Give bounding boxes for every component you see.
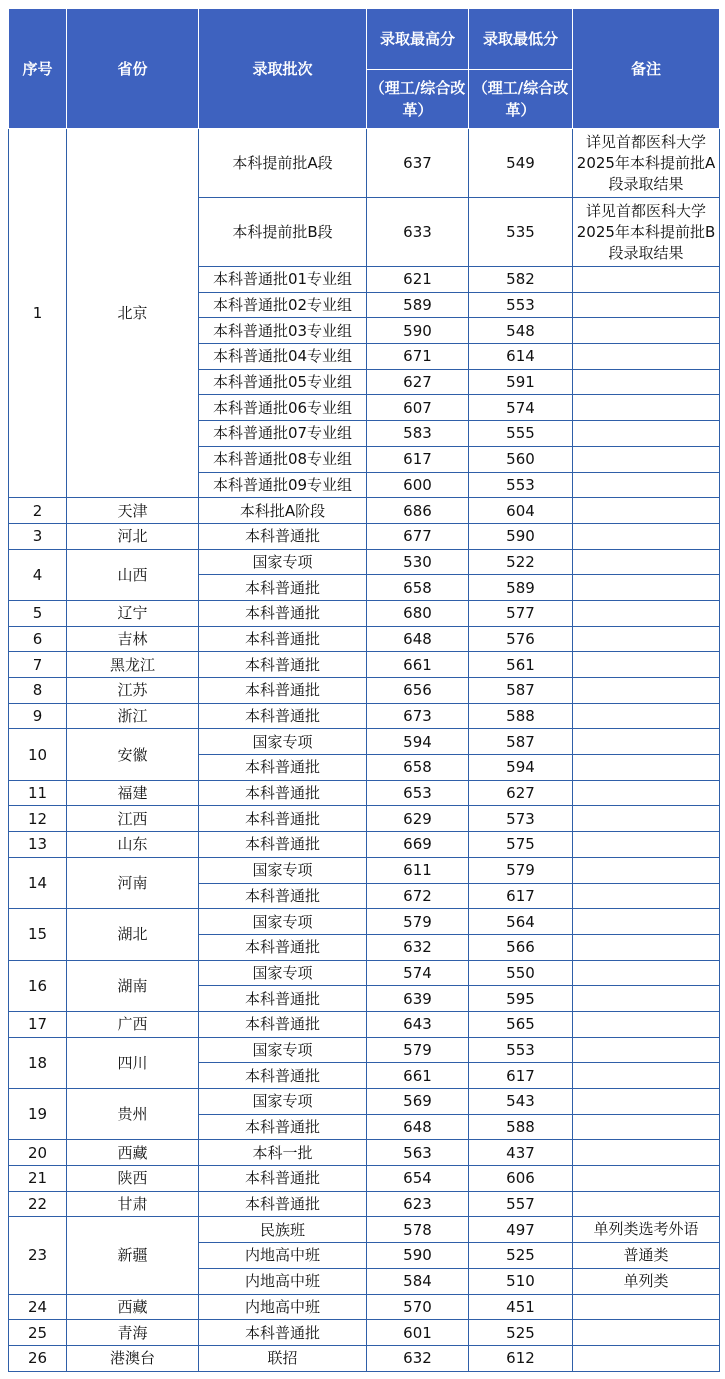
cell-max-score: 578 <box>367 1217 469 1243</box>
cell-max-score: 661 <box>367 1063 469 1089</box>
cell-batch: 国家专项 <box>199 549 367 575</box>
cell-note <box>573 986 720 1012</box>
cell-note: 普通类 <box>573 1243 720 1269</box>
cell-batch: 内地高中班 <box>199 1294 367 1320</box>
header-max-subtitle: （理工/综合改革） <box>367 70 469 129</box>
cell-seq: 20 <box>9 1140 67 1166</box>
cell-seq: 19 <box>9 1089 67 1140</box>
cell-min-score: 604 <box>469 498 573 524</box>
cell-max-score: 673 <box>367 703 469 729</box>
cell-batch: 本科提前批B段 <box>199 198 367 267</box>
header-seq: 序号 <box>9 9 67 129</box>
cell-min-score: 565 <box>469 1011 573 1037</box>
cell-max-score: 677 <box>367 523 469 549</box>
cell-max-score: 563 <box>367 1140 469 1166</box>
cell-max-score: 653 <box>367 780 469 806</box>
cell-min-score: 587 <box>469 678 573 704</box>
cell-note <box>573 780 720 806</box>
cell-batch: 本科普通批 <box>199 626 367 652</box>
cell-min-score: 553 <box>469 292 573 318</box>
cell-note <box>573 369 720 395</box>
cell-max-score: 629 <box>367 806 469 832</box>
cell-min-score: 561 <box>469 652 573 678</box>
cell-province: 山东 <box>67 832 199 858</box>
cell-note <box>573 1037 720 1063</box>
cell-min-score: 549 <box>469 129 573 198</box>
cell-batch: 本科普通批 <box>199 1063 367 1089</box>
cell-province: 西藏 <box>67 1294 199 1320</box>
cell-note <box>573 575 720 601</box>
cell-batch: 本科普通批06专业组 <box>199 395 367 421</box>
cell-max-score: 648 <box>367 626 469 652</box>
cell-max-score: 648 <box>367 1114 469 1140</box>
cell-min-score: 553 <box>469 472 573 498</box>
cell-batch: 本科普通批 <box>199 934 367 960</box>
cell-batch: 本科普通批 <box>199 652 367 678</box>
cell-max-score: 680 <box>367 600 469 626</box>
cell-seq: 4 <box>9 549 67 600</box>
table-row <box>9 498 720 524</box>
cell-note <box>573 523 720 549</box>
cell-min-score: 543 <box>469 1089 573 1115</box>
cell-max-score: 656 <box>367 678 469 704</box>
cell-max-score: 671 <box>367 344 469 370</box>
cell-min-score: 588 <box>469 1114 573 1140</box>
cell-note <box>573 1011 720 1037</box>
cell-batch: 国家专项 <box>199 960 367 986</box>
cell-max-score: 623 <box>367 1191 469 1217</box>
cell-min-score: 560 <box>469 446 573 472</box>
table-row <box>9 909 720 935</box>
cell-seq: 16 <box>9 960 67 1011</box>
cell-min-score: 557 <box>469 1191 573 1217</box>
cell-max-score: 672 <box>367 883 469 909</box>
cell-min-score: 612 <box>469 1345 573 1371</box>
cell-max-score: 574 <box>367 960 469 986</box>
cell-note <box>573 832 720 858</box>
cell-min-score: 525 <box>469 1243 573 1269</box>
cell-note <box>573 344 720 370</box>
cell-province: 湖北 <box>67 909 199 960</box>
cell-batch: 本科普通批 <box>199 1011 367 1037</box>
cell-province: 湖南 <box>67 960 199 1011</box>
cell-note <box>573 472 720 498</box>
cell-max-score: 579 <box>367 909 469 935</box>
cell-seq: 18 <box>9 1037 67 1088</box>
cell-batch: 本科普通批 <box>199 883 367 909</box>
cell-max-score: 654 <box>367 1166 469 1192</box>
cell-max-score: 617 <box>367 446 469 472</box>
cell-min-score: 522 <box>469 549 573 575</box>
cell-note <box>573 1089 720 1115</box>
cell-min-score: 582 <box>469 267 573 293</box>
header-min-subtitle: （理工/综合改革） <box>469 70 573 129</box>
cell-batch: 本科普通批07专业组 <box>199 421 367 447</box>
cell-seq: 25 <box>9 1320 67 1346</box>
cell-max-score: 632 <box>367 1345 469 1371</box>
cell-province: 四川 <box>67 1037 199 1088</box>
table-row <box>9 1345 720 1371</box>
table-row <box>9 523 720 549</box>
cell-seq: 13 <box>9 832 67 858</box>
cell-batch: 联招 <box>199 1345 367 1371</box>
table-body <box>9 129 720 1372</box>
header-note: 备注 <box>573 9 720 129</box>
cell-max-score: 594 <box>367 729 469 755</box>
cell-max-score: 600 <box>367 472 469 498</box>
cell-note <box>573 1166 720 1192</box>
cell-max-score: 637 <box>367 129 469 198</box>
cell-province: 江西 <box>67 806 199 832</box>
cell-note <box>573 549 720 575</box>
cell-batch: 本科普通批 <box>199 678 367 704</box>
table-row <box>9 857 720 883</box>
cell-note <box>573 1294 720 1320</box>
cell-min-score: 564 <box>469 909 573 935</box>
cell-batch: 本科批A阶段 <box>199 498 367 524</box>
cell-batch: 本科普通批 <box>199 755 367 781</box>
cell-note <box>573 626 720 652</box>
cell-min-score: 550 <box>469 960 573 986</box>
cell-seq: 7 <box>9 652 67 678</box>
cell-seq: 2 <box>9 498 67 524</box>
table-row <box>9 129 720 198</box>
cell-max-score: 530 <box>367 549 469 575</box>
table-row <box>9 960 720 986</box>
cell-seq: 22 <box>9 1191 67 1217</box>
table-row <box>9 678 720 704</box>
cell-province: 浙江 <box>67 703 199 729</box>
cell-batch: 内地高中班 <box>199 1243 367 1269</box>
cell-min-score: 617 <box>469 883 573 909</box>
table-row <box>9 806 720 832</box>
cell-note <box>573 883 720 909</box>
cell-province: 甘肃 <box>67 1191 199 1217</box>
cell-province: 辽宁 <box>67 600 199 626</box>
cell-max-score: 583 <box>367 421 469 447</box>
table-row <box>9 1320 720 1346</box>
cell-max-score: 607 <box>367 395 469 421</box>
table-row <box>9 703 720 729</box>
cell-province: 黑龙江 <box>67 652 199 678</box>
cell-note <box>573 292 720 318</box>
cell-max-score: 589 <box>367 292 469 318</box>
cell-note <box>573 678 720 704</box>
cell-note <box>573 857 720 883</box>
cell-batch: 国家专项 <box>199 1089 367 1115</box>
table-row <box>9 1037 720 1063</box>
cell-batch: 本科普通批 <box>199 1191 367 1217</box>
cell-max-score: 601 <box>367 1320 469 1346</box>
table-row <box>9 626 720 652</box>
cell-note <box>573 934 720 960</box>
cell-note <box>573 729 720 755</box>
cell-max-score: 590 <box>367 1243 469 1269</box>
cell-note: 详见首都医科大学2025年本科提前批B段录取结果 <box>573 198 720 267</box>
cell-seq: 9 <box>9 703 67 729</box>
cell-max-score: 643 <box>367 1011 469 1037</box>
cell-min-score: 606 <box>469 1166 573 1192</box>
cell-note <box>573 1063 720 1089</box>
cell-note: 单列类 <box>573 1268 720 1294</box>
table-row <box>9 780 720 806</box>
cell-note: 单列类选考外语 <box>573 1217 720 1243</box>
table-row <box>9 1140 720 1166</box>
cell-province: 天津 <box>67 498 199 524</box>
cell-note <box>573 1320 720 1346</box>
cell-batch: 本科普通批05专业组 <box>199 369 367 395</box>
cell-min-score: 555 <box>469 421 573 447</box>
cell-note <box>573 1345 720 1371</box>
cell-batch: 本科普通批 <box>199 600 367 626</box>
cell-seq: 3 <box>9 523 67 549</box>
cell-batch: 国家专项 <box>199 729 367 755</box>
cell-batch: 本科普通批 <box>199 832 367 858</box>
cell-min-score: 587 <box>469 729 573 755</box>
table-row <box>9 1166 720 1192</box>
cell-province: 陕西 <box>67 1166 199 1192</box>
cell-batch: 国家专项 <box>199 1037 367 1063</box>
cell-province: 贵州 <box>67 1089 199 1140</box>
cell-batch: 本科普通批 <box>199 806 367 832</box>
cell-province: 河北 <box>67 523 199 549</box>
table-row <box>9 600 720 626</box>
cell-note <box>573 909 720 935</box>
cell-seq: 12 <box>9 806 67 832</box>
cell-note <box>573 806 720 832</box>
cell-min-score: 497 <box>469 1217 573 1243</box>
cell-batch: 本科普通批 <box>199 780 367 806</box>
cell-min-score: 566 <box>469 934 573 960</box>
cell-note <box>573 1191 720 1217</box>
cell-min-score: 575 <box>469 832 573 858</box>
cell-province: 河南 <box>67 857 199 908</box>
cell-batch: 国家专项 <box>199 857 367 883</box>
cell-max-score: 570 <box>367 1294 469 1320</box>
table-row <box>9 549 720 575</box>
header-min-score: 录取最低分 <box>469 9 573 70</box>
cell-max-score: 669 <box>367 832 469 858</box>
admission-score-table <box>8 8 720 1372</box>
cell-note <box>573 267 720 293</box>
cell-min-score: 594 <box>469 755 573 781</box>
table-row <box>9 729 720 755</box>
cell-batch: 本科普通批08专业组 <box>199 446 367 472</box>
cell-batch: 本科普通批03专业组 <box>199 318 367 344</box>
cell-batch: 民族班 <box>199 1217 367 1243</box>
cell-seq: 26 <box>9 1345 67 1371</box>
cell-max-score: 632 <box>367 934 469 960</box>
cell-batch: 本科普通批 <box>199 1114 367 1140</box>
cell-note <box>573 498 720 524</box>
cell-min-score: 617 <box>469 1063 573 1089</box>
cell-max-score: 633 <box>367 198 469 267</box>
cell-note <box>573 703 720 729</box>
cell-min-score: 548 <box>469 318 573 344</box>
cell-batch: 本科普通批 <box>199 986 367 1012</box>
cell-min-score: 573 <box>469 806 573 832</box>
cell-seq: 23 <box>9 1217 67 1294</box>
cell-min-score: 577 <box>469 600 573 626</box>
cell-min-score: 627 <box>469 780 573 806</box>
cell-province: 广西 <box>67 1011 199 1037</box>
cell-max-score: 658 <box>367 755 469 781</box>
table-row <box>9 1294 720 1320</box>
cell-min-score: 535 <box>469 198 573 267</box>
cell-note <box>573 395 720 421</box>
cell-min-score: 553 <box>469 1037 573 1063</box>
cell-note <box>573 446 720 472</box>
cell-note <box>573 960 720 986</box>
cell-batch: 本科提前批A段 <box>199 129 367 198</box>
cell-min-score: 437 <box>469 1140 573 1166</box>
cell-min-score: 574 <box>469 395 573 421</box>
table-row <box>9 1191 720 1217</box>
cell-max-score: 569 <box>367 1089 469 1115</box>
header-max-score: 录取最高分 <box>367 9 469 70</box>
cell-max-score: 611 <box>367 857 469 883</box>
cell-batch: 本科普通批04专业组 <box>199 344 367 370</box>
cell-note <box>573 318 720 344</box>
cell-note <box>573 600 720 626</box>
cell-seq: 1 <box>9 129 67 498</box>
cell-batch: 本科一批 <box>199 1140 367 1166</box>
cell-seq: 10 <box>9 729 67 780</box>
cell-seq: 14 <box>9 857 67 908</box>
cell-batch: 本科普通批 <box>199 703 367 729</box>
cell-note <box>573 652 720 678</box>
cell-batch: 本科普通批01专业组 <box>199 267 367 293</box>
cell-min-score: 588 <box>469 703 573 729</box>
cell-province: 青海 <box>67 1320 199 1346</box>
cell-note: 详见首都医科大学2025年本科提前批A段录取结果 <box>573 129 720 198</box>
cell-province: 江苏 <box>67 678 199 704</box>
cell-min-score: 591 <box>469 369 573 395</box>
cell-max-score: 658 <box>367 575 469 601</box>
cell-province: 安徽 <box>67 729 199 780</box>
cell-note <box>573 755 720 781</box>
header-batch: 录取批次 <box>199 9 367 129</box>
cell-seq: 11 <box>9 780 67 806</box>
cell-min-score: 579 <box>469 857 573 883</box>
cell-province: 福建 <box>67 780 199 806</box>
cell-max-score: 584 <box>367 1268 469 1294</box>
table-row <box>9 652 720 678</box>
table-row <box>9 1011 720 1037</box>
cell-max-score: 639 <box>367 986 469 1012</box>
cell-seq: 6 <box>9 626 67 652</box>
cell-province: 北京 <box>67 129 199 498</box>
cell-batch: 内地高中班 <box>199 1268 367 1294</box>
cell-province: 吉林 <box>67 626 199 652</box>
header-province: 省份 <box>67 9 199 129</box>
cell-province: 新疆 <box>67 1217 199 1294</box>
cell-max-score: 579 <box>367 1037 469 1063</box>
cell-batch: 国家专项 <box>199 909 367 935</box>
cell-batch: 本科普通批 <box>199 575 367 601</box>
cell-note <box>573 1114 720 1140</box>
cell-batch: 本科普通批 <box>199 523 367 549</box>
table-row <box>9 1089 720 1115</box>
cell-max-score: 590 <box>367 318 469 344</box>
cell-province: 西藏 <box>67 1140 199 1166</box>
table-header <box>9 9 720 129</box>
cell-province: 港澳台 <box>67 1345 199 1371</box>
cell-batch: 本科普通批 <box>199 1166 367 1192</box>
cell-min-score: 589 <box>469 575 573 601</box>
cell-province: 山西 <box>67 549 199 600</box>
table-row <box>9 832 720 858</box>
cell-min-score: 590 <box>469 523 573 549</box>
cell-min-score: 576 <box>469 626 573 652</box>
cell-seq: 8 <box>9 678 67 704</box>
cell-min-score: 595 <box>469 986 573 1012</box>
cell-min-score: 614 <box>469 344 573 370</box>
cell-note <box>573 421 720 447</box>
cell-max-score: 686 <box>367 498 469 524</box>
cell-seq: 15 <box>9 909 67 960</box>
cell-seq: 21 <box>9 1166 67 1192</box>
cell-min-score: 510 <box>469 1268 573 1294</box>
cell-max-score: 661 <box>367 652 469 678</box>
table-row <box>9 1217 720 1243</box>
cell-batch: 本科普通批02专业组 <box>199 292 367 318</box>
cell-batch: 本科普通批09专业组 <box>199 472 367 498</box>
cell-min-score: 525 <box>469 1320 573 1346</box>
cell-seq: 5 <box>9 600 67 626</box>
cell-max-score: 621 <box>367 267 469 293</box>
cell-seq: 24 <box>9 1294 67 1320</box>
cell-seq: 17 <box>9 1011 67 1037</box>
cell-batch: 本科普通批 <box>199 1320 367 1346</box>
cell-note <box>573 1140 720 1166</box>
cell-min-score: 451 <box>469 1294 573 1320</box>
cell-max-score: 627 <box>367 369 469 395</box>
